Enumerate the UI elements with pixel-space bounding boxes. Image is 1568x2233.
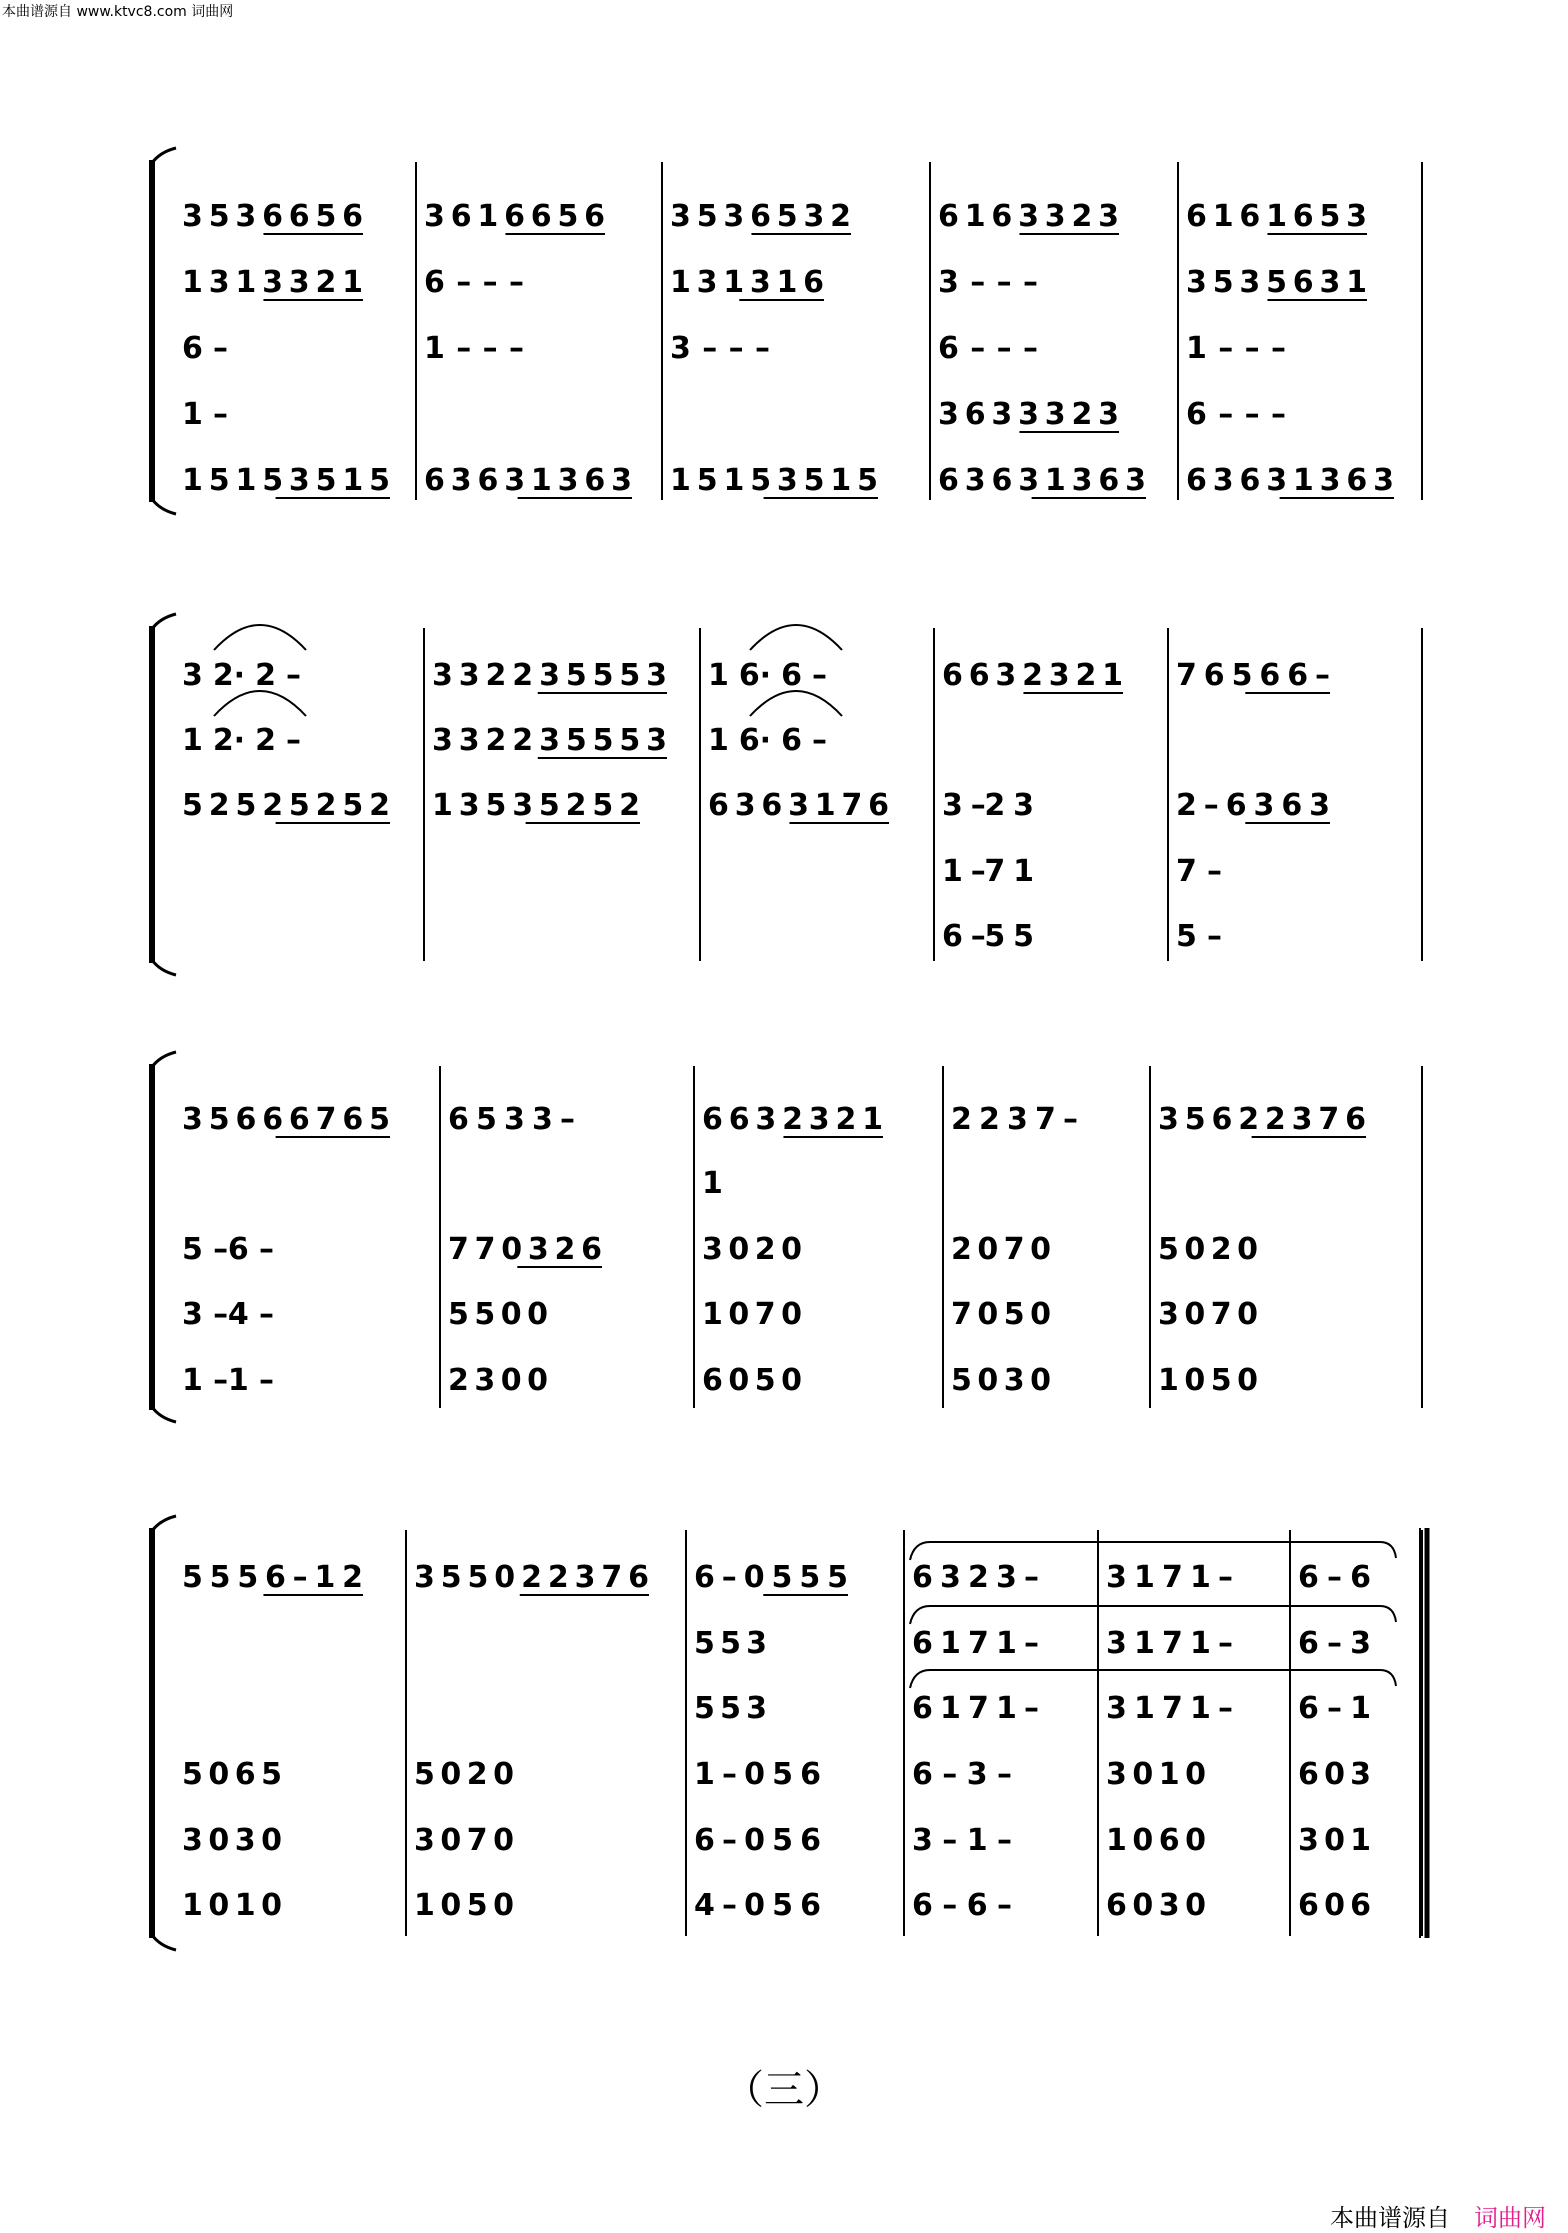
notation-row: 3 – 1 – bbox=[912, 1823, 1012, 1858]
notation-row: 6 1 6 1 6 5 3 bbox=[1186, 199, 1367, 234]
notation-row: 1 bbox=[702, 1166, 723, 1201]
notation-row: 2 – 6 3 6 3 bbox=[1176, 788, 1330, 823]
notation-row: 1 5 1 5 3 5 1 5 bbox=[670, 463, 878, 498]
bracket-top-hook bbox=[152, 1052, 176, 1067]
notation-row: 3 5 3 5 6 3 1 bbox=[1186, 265, 1367, 300]
notation-row: 3 0 1 0 bbox=[1106, 1757, 1206, 1792]
notation-row: 1 – 0 5 6 bbox=[694, 1757, 821, 1792]
notation-row: 3 2· 2 – bbox=[182, 658, 301, 693]
notation-row: 5 5 0 0 bbox=[448, 1297, 548, 1332]
notation-row: 3 5 3 6 6 5 6 bbox=[182, 199, 363, 234]
notation-row: 6 3 6 3 1 3 6 3 bbox=[938, 463, 1146, 498]
notation-row: 1 6· 6 – bbox=[708, 658, 827, 693]
notation-row: 6 0 5 0 bbox=[702, 1363, 802, 1398]
notation-row: 6 6 3 2 3 2 1 bbox=[702, 1102, 883, 1137]
notation-row: 7 – bbox=[1176, 854, 1222, 889]
notation-row: 6 0 6 bbox=[1298, 1888, 1371, 1923]
notation-row: 1 5 1 5 3 5 1 5 bbox=[182, 463, 390, 498]
notation-row: 2 2 3 7 – bbox=[951, 1102, 1078, 1137]
notation-row: 6 3 6 3 1 3 6 3 bbox=[1186, 463, 1394, 498]
notation-row: 3 0 7 0 bbox=[414, 1823, 514, 1858]
notation-row: 6 1 7 1 – bbox=[912, 1691, 1039, 1726]
notation-row: 1 –7 1 bbox=[942, 854, 1034, 889]
notation-row: 1 3 5 3 5 2 5 2 bbox=[432, 788, 640, 823]
notation-row: 3 5 6 6 6 7 6 5 bbox=[182, 1102, 390, 1137]
notation-row: 6 – – – bbox=[938, 331, 1038, 366]
notation-row: 6 – – – bbox=[1186, 397, 1286, 432]
notation-row: 7 7 0 3 2 6 bbox=[448, 1232, 602, 1267]
notation-row: 1 0 5 0 bbox=[414, 1888, 514, 1923]
notation-row: 5 5 5 6 – 1 2 bbox=[182, 1560, 363, 1595]
phrase-slur bbox=[910, 1670, 1396, 1688]
slur bbox=[214, 691, 306, 716]
notation-row: 6 – 1 bbox=[1298, 1691, 1371, 1726]
notation-row: 2 0 7 0 bbox=[951, 1232, 1051, 1267]
notation-row: 7 6 5 6 6 – bbox=[1176, 658, 1330, 693]
bracket-bottom-hook bbox=[152, 499, 176, 514]
bracket-bottom-hook bbox=[152, 1407, 176, 1422]
notation-row: 1 3 1 3 1 6 bbox=[670, 265, 824, 300]
notation-row: 3 5 6 2 2 3 7 6 bbox=[1158, 1102, 1366, 1137]
slur bbox=[750, 625, 842, 650]
notation-row: 6 – 0 5 6 bbox=[694, 1823, 821, 1858]
notation-row: 6 6 3 2 3 2 1 bbox=[942, 658, 1123, 693]
notation-row: 5 –6 – bbox=[182, 1232, 274, 1267]
notation-row: 1 – – – bbox=[1186, 331, 1286, 366]
notation-row: 3 0 1 bbox=[1298, 1823, 1371, 1858]
notation-row: 1 3 1 3 3 2 1 bbox=[182, 265, 363, 300]
notation-row: 3 – – – bbox=[670, 331, 770, 366]
notation-row: 6 – 6 bbox=[1298, 1560, 1371, 1595]
notation-row: 6 1 7 1 – bbox=[912, 1626, 1039, 1661]
notation-row: 3 –2 3 bbox=[942, 788, 1034, 823]
page-number: （三） bbox=[724, 2067, 844, 2113]
footer-site: 词曲网 bbox=[1474, 2204, 1546, 2232]
phrase-slur bbox=[910, 1606, 1396, 1624]
bracket-bottom-hook bbox=[152, 1935, 176, 1950]
notation-row: 1 – – – bbox=[424, 331, 524, 366]
notation-row: 4 – 0 5 6 bbox=[694, 1888, 821, 1923]
notation-row: 6 5 3 3 – bbox=[448, 1102, 575, 1137]
notation-row: 6 – bbox=[182, 331, 228, 366]
notation-row: 1 0 1 0 bbox=[182, 1888, 282, 1923]
notation-row: 6 0 3 0 bbox=[1106, 1888, 1206, 1923]
notation-row: 3 6 1 6 6 5 6 bbox=[424, 199, 605, 234]
footer-source: 本曲谱源自 bbox=[1330, 2204, 1450, 2232]
notation-row: 6 3 2 3 – bbox=[912, 1560, 1039, 1595]
notation-row: 3 –4 – bbox=[182, 1297, 274, 1332]
notation-row: 6 – 6 – bbox=[912, 1888, 1012, 1923]
notation-row: 1 0 7 0 bbox=[702, 1297, 802, 1332]
notation-row: 1 2· 2 – bbox=[182, 723, 301, 758]
slur bbox=[214, 625, 306, 650]
notation-row: 6 – – – bbox=[424, 265, 524, 300]
notation-row: 3 1 7 1 – bbox=[1106, 1691, 1233, 1726]
notation-row: 6 –5 5 bbox=[942, 919, 1034, 954]
notation-row: 3 0 3 0 bbox=[182, 1823, 282, 1858]
notation-row: 6 – 0 5 5 5 bbox=[694, 1560, 848, 1595]
bracket-bottom-hook bbox=[152, 960, 176, 975]
notation-row: 3 0 2 0 bbox=[702, 1232, 802, 1267]
notation-row: 1 6· 6 – bbox=[708, 723, 827, 758]
notation-row: 5 5 3 bbox=[694, 1626, 767, 1661]
notation-row: 3 – – – bbox=[938, 265, 1038, 300]
notation-row: 2 3 0 0 bbox=[448, 1363, 548, 1398]
notation-row: 3 6 3 3 3 2 3 bbox=[938, 397, 1119, 432]
notation-row: 6 – 3 bbox=[1298, 1626, 1371, 1661]
notation-row: 6 3 6 3 1 3 6 3 bbox=[424, 463, 632, 498]
notation-row: 3 3 2 2 3 5 5 5 3 bbox=[432, 658, 667, 693]
notation-row: 1 – bbox=[182, 397, 228, 432]
bracket-top-hook bbox=[152, 148, 176, 163]
header-watermark: 本曲谱源自 www.ktvc8.com 词曲网 bbox=[2, 4, 234, 20]
slur bbox=[750, 691, 842, 716]
notation-row: 1 0 6 0 bbox=[1106, 1823, 1206, 1858]
notation-row: 3 5 3 6 5 3 2 bbox=[670, 199, 851, 234]
notation-row: 3 3 2 2 3 5 5 5 3 bbox=[432, 723, 667, 758]
notation-row: 5 – bbox=[1176, 919, 1222, 954]
notation-row: 6 – 3 – bbox=[912, 1757, 1012, 1792]
notation-row: 3 1 7 1 – bbox=[1106, 1626, 1233, 1661]
notation-row: 6 0 3 bbox=[1298, 1757, 1371, 1792]
notation-row: 3 1 7 1 – bbox=[1106, 1560, 1233, 1595]
notation-row: 6 3 6 3 1 7 6 bbox=[708, 788, 889, 823]
notation-row: 5 5 3 bbox=[694, 1691, 767, 1726]
notation-row: 6 1 6 3 3 2 3 bbox=[938, 199, 1119, 234]
notation-row: 5 0 2 0 bbox=[1158, 1232, 1258, 1267]
bracket-top-hook bbox=[152, 614, 176, 629]
notation-row: 5 2 5 2 5 2 5 2 bbox=[182, 788, 390, 823]
notation-row: 7 0 5 0 bbox=[951, 1297, 1051, 1332]
bracket-top-hook bbox=[152, 1516, 176, 1531]
notation-row: 5 0 2 0 bbox=[414, 1757, 514, 1792]
notation-row: 3 0 7 0 bbox=[1158, 1297, 1258, 1332]
phrase-slur bbox=[910, 1542, 1396, 1560]
notation-row: 5 0 3 0 bbox=[951, 1363, 1051, 1398]
notation-row: 1 –1 – bbox=[182, 1363, 274, 1398]
notation-row: 5 0 6 5 bbox=[182, 1757, 282, 1792]
notation-row: 1 0 5 0 bbox=[1158, 1363, 1258, 1398]
notation-row: 3 5 5 0 2 2 3 7 6 bbox=[414, 1560, 649, 1595]
